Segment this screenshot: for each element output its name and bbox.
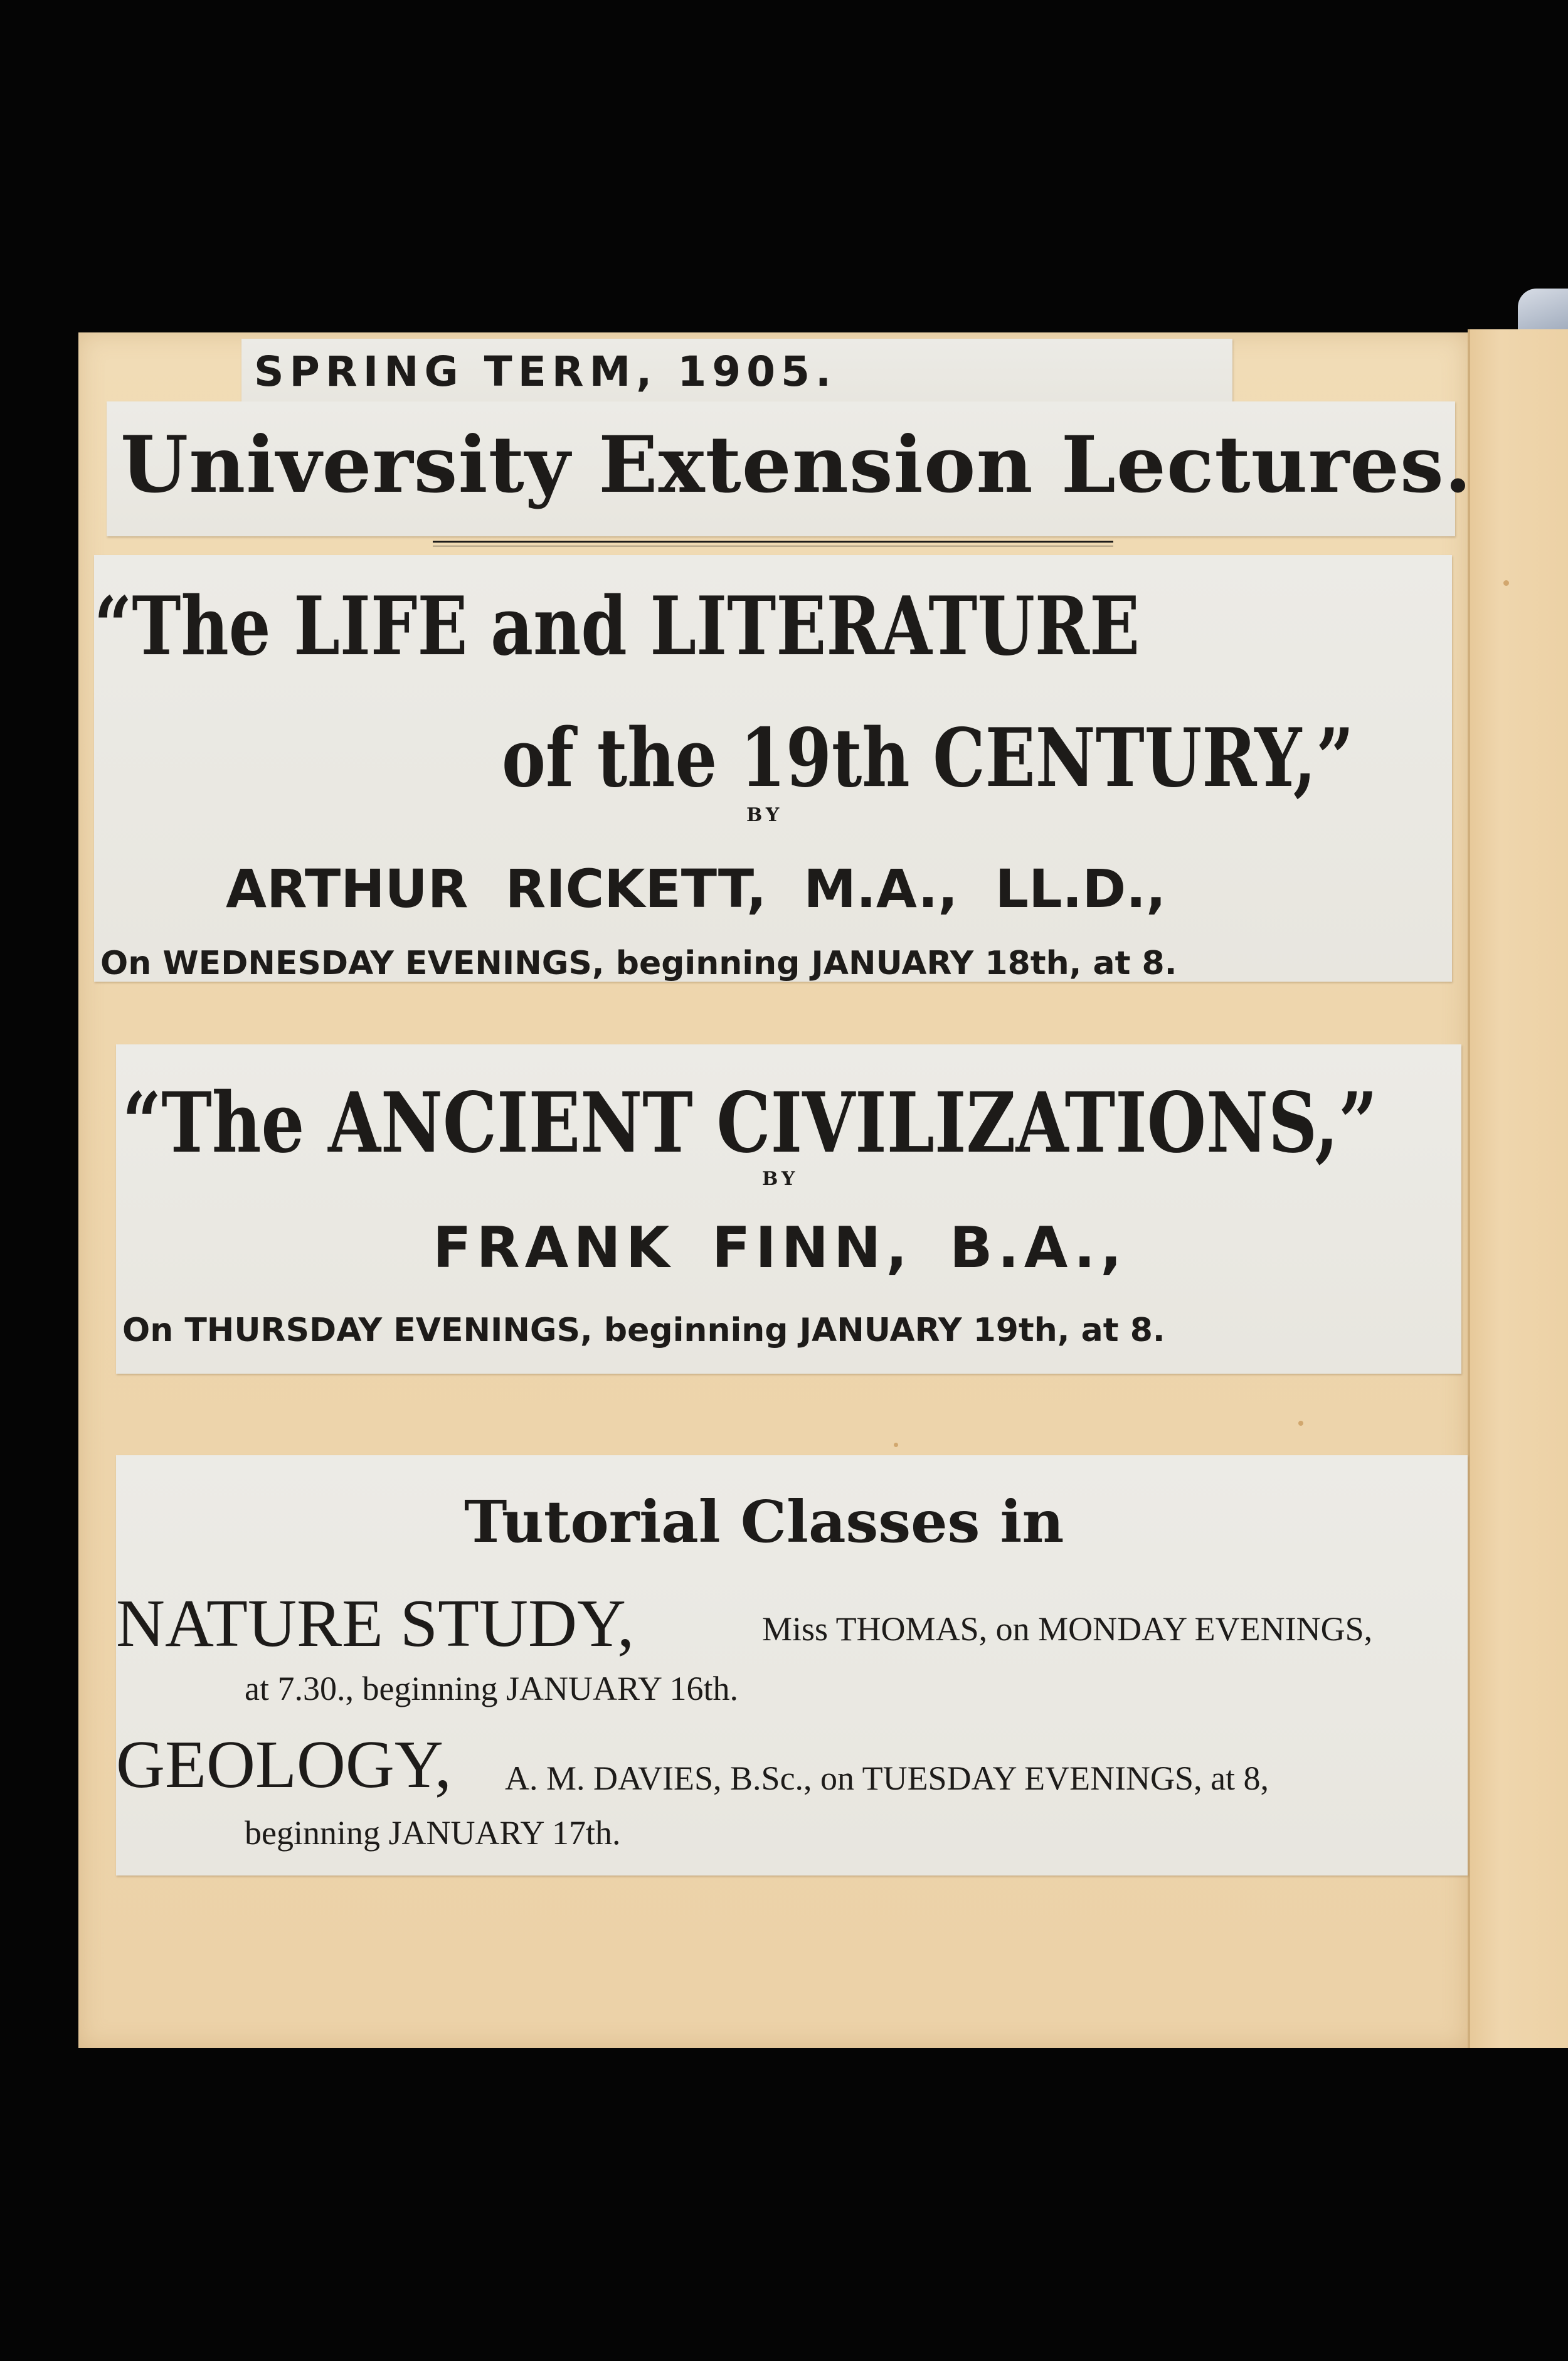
stain-mark [1503, 580, 1509, 586]
tutorial-heading: Tutorial Classes in [464, 1488, 1064, 1556]
nature-study-subject: NATURE STUDY, [116, 1586, 635, 1661]
tutorial-clipping [116, 1455, 1468, 1876]
lecture-title: “The ANCIENT CIVILIZATIONS,” [122, 1074, 1378, 1172]
title-rule [433, 541, 1113, 543]
nature-study-timing: at 7.30., beginning JANUARY 16th. [245, 1670, 738, 1707]
term-heading: SPRING TERM, 1905. [254, 348, 837, 396]
geology-subject: GEOLOGY, [116, 1727, 452, 1802]
geology-timing: beginning JANUARY 17th. [245, 1814, 621, 1852]
lecture-clipping-ancient-civilizations [116, 1044, 1461, 1374]
stain-mark [1298, 1421, 1303, 1426]
title-clipping [107, 401, 1473, 536]
by-label: BY [746, 804, 783, 826]
lecturer-name: ARTHUR RICKETT, M.A., LL.D., [226, 858, 1167, 920]
nature-study-detail: Miss THOMAS, on MONDAY EVENINGS, [762, 1610, 1373, 1648]
lecture-schedule: On THURSDAY EVENINGS, beginning JANUARY 19th, at 8. [122, 1312, 1165, 1349]
lecture-schedule: On WEDNESDAY EVENINGS, beginning JANUARY 18th, at 8. [100, 945, 1177, 982]
lecturer-name: FRANK FINN, B.A., [433, 1215, 1127, 1281]
right-album-page [1468, 329, 1568, 2048]
by-label: BY [762, 1168, 799, 1190]
geology-detail: A. M. DAVIES, B.Sc., on TUESDAY EVENINGS, at 8, [505, 1759, 1269, 1797]
page-title: University Extension Lectures. [120, 420, 1473, 511]
lecture-title-line2: of the 19th CENTURY,” [502, 711, 1354, 805]
lecture-title-line1: “The LIFE and LITERATURE [94, 580, 1140, 674]
stain-mark [894, 1443, 898, 1447]
lecture-clipping-life-literature [94, 555, 1452, 982]
term-clipping [241, 339, 1232, 401]
